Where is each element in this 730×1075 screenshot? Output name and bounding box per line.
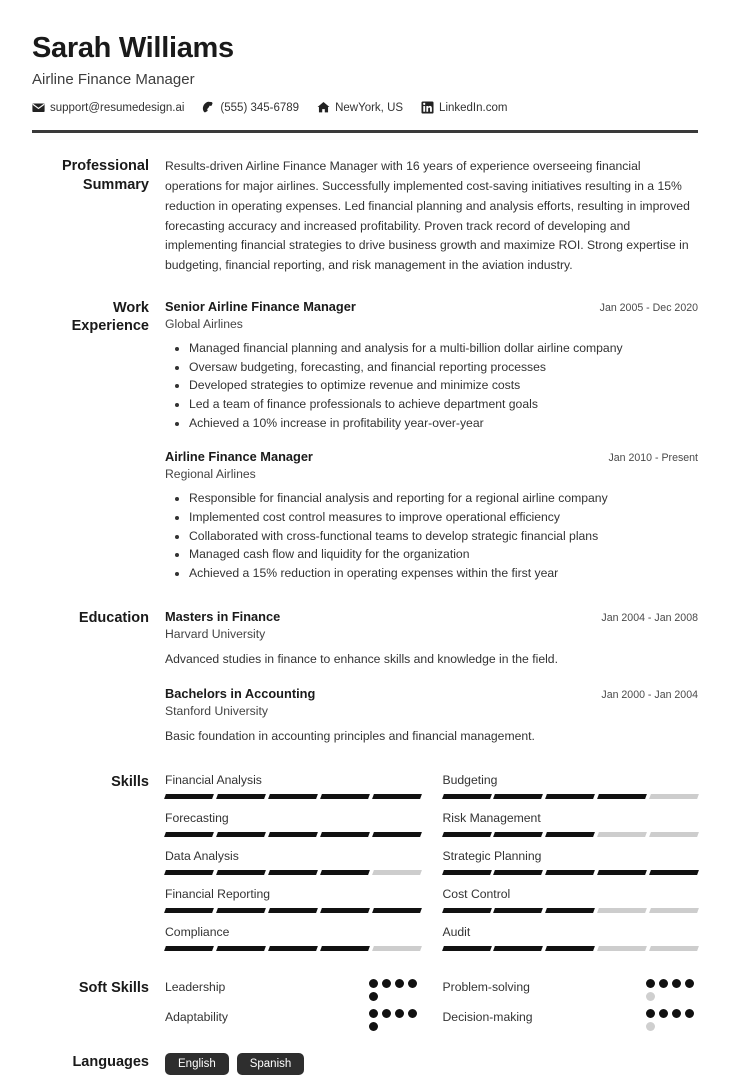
skill-rating-segment [442, 794, 492, 799]
entry-bullet: • Responsible for financial analysis and reporting for a regional airline company [189, 489, 698, 508]
entry-bullet: • Oversaw budgeting, forecasting, and financial reporting processes [189, 358, 698, 377]
skill-rating-segment [493, 794, 543, 799]
skill-name: Risk Management [442, 811, 541, 826]
soft-skill-rating-dot [646, 992, 655, 1001]
entry-header [165, 686, 698, 701]
skill-item [443, 773, 699, 811]
soft-skill-item [443, 979, 699, 1009]
soft-skill-name: Adaptability [165, 1010, 229, 1025]
entry-bullet: • Implemented cost control measures to improve operational efficiency [189, 508, 698, 527]
entry-bullets [165, 339, 698, 432]
contact-location[interactable] [317, 101, 403, 114]
soft-skill-rating-dot [382, 1009, 391, 1018]
entry [165, 449, 698, 582]
entry-title: Senior Airline Finance Manager [165, 298, 356, 314]
skill-rating-segment [216, 832, 266, 837]
summary-text: Results-driven Airline Finance Manager with 16 years of experience overseeing financial operations for major airlines. Successfully implemented cost-saving initiatives resulting in a 15% reduction in operating expenses. Led financial planning and analysis efforts, resulting in improved forecasting accuracy and increased profitability. Proven track record of developing and implementing financial strategies to drive business growth and maximize ROI. Strong expertise in budgeting, financial reporting, and risk management in the aviation industry. [165, 159, 690, 273]
contact-email[interactable] [32, 101, 184, 114]
soft-skill-name: Problem-solving [442, 980, 530, 995]
entry-bullet: • Achieved a 10% increase in profitability year-over-year [189, 414, 698, 433]
skill-item [443, 925, 699, 963]
skill-rating-segment [493, 946, 543, 951]
skill-rating-segment [442, 832, 492, 837]
skill-item [443, 887, 699, 925]
header-divider [32, 130, 698, 133]
skill-rating-bar [443, 794, 699, 799]
soft-skill-rating-dot [408, 979, 417, 988]
soft-skill-item [165, 1009, 421, 1039]
skill-name: Audit [442, 925, 471, 940]
skill-rating-bar [165, 832, 421, 837]
soft-skills-section [32, 979, 698, 1039]
skill-item [165, 887, 421, 925]
languages-body [165, 1053, 698, 1075]
skill-rating-segment [164, 832, 214, 837]
soft-skill-rating-dot [369, 1009, 378, 1018]
work-experience-section [32, 299, 698, 583]
skill-rating-bar [443, 946, 699, 951]
skill-rating-segment [545, 794, 595, 799]
work-section-label: Work Experience [71, 299, 149, 335]
skill-rating-segment [493, 908, 543, 913]
soft-skills-section-label: Soft Skills [78, 980, 149, 997]
skill-rating-segment [545, 946, 595, 951]
skill-rating-bar [165, 870, 421, 875]
entry-bullet: • Managed cash flow and liquidity for the organization [189, 545, 698, 564]
skill-rating-bar [443, 870, 699, 875]
skill-rating-bar [165, 794, 421, 799]
soft-skill-rating-dot [659, 1009, 668, 1018]
skill-rating-segment [268, 832, 318, 837]
entry-bullet: • Managed financial planning and analysis for a multi-billion dollar airline company [189, 339, 698, 358]
skill-name: Cost Control [442, 887, 511, 902]
education-section-label: Education [78, 609, 149, 626]
education-entries [165, 609, 698, 746]
summary-section [32, 157, 698, 276]
work-entries [165, 299, 698, 583]
skill-rating-segment [372, 794, 422, 799]
skills-section-label: Skills [111, 774, 149, 791]
entry-date: Jan 2004 - Jan 2008 [601, 611, 698, 624]
summary-section-label: Professional Summary [61, 158, 149, 193]
skill-rating-segment [649, 908, 699, 913]
contact-email-text: support@resumedesign.ai [50, 101, 185, 114]
home-icon [317, 101, 330, 114]
skill-name: Budgeting [442, 773, 498, 788]
soft-skill-rating-dot [395, 1009, 404, 1018]
languages-section [32, 1053, 698, 1075]
skill-rating-bar [165, 946, 421, 951]
linkedin-icon [421, 101, 434, 114]
entry-organization: Global Airlines [165, 316, 243, 331]
skill-item [165, 773, 421, 811]
skills-section [32, 773, 698, 963]
contact-location-text: NewYork, US [335, 101, 404, 114]
soft-skills-body [165, 979, 698, 1039]
skill-rating-segment [268, 946, 318, 951]
contact-phone-text: (555) 345-6789 [220, 101, 300, 114]
entry-bullet: • Collaborated with cross-functional teams to develop strategic financial plans [189, 527, 698, 546]
skill-rating-segment [442, 946, 492, 951]
contact-linkedin[interactable] [421, 101, 507, 114]
skill-rating-segment [545, 870, 595, 875]
soft-skill-rating-dots [369, 979, 421, 1001]
entry-date: Jan 2010 - Present [608, 452, 698, 465]
skill-rating-segment [649, 946, 699, 951]
soft-skill-item [443, 1009, 699, 1039]
skill-name: Data Analysis [165, 849, 239, 864]
contact-phone[interactable] [202, 101, 299, 114]
skill-rating-segment [597, 832, 647, 837]
skill-name: Strategic Planning [442, 849, 542, 864]
skill-rating-segment [372, 870, 422, 875]
skill-rating-segment [320, 794, 370, 799]
skill-rating-segment [372, 946, 422, 951]
resume-header [32, 0, 698, 133]
entry-bullet: • Developed strategies to optimize revenue and minimize costs [189, 376, 698, 395]
entry-header [165, 449, 698, 464]
skill-rating-segment [320, 946, 370, 951]
skill-name: Compliance [165, 925, 230, 940]
skill-item [443, 849, 699, 887]
skill-rating-segment [649, 794, 699, 799]
skill-rating-segment [493, 870, 543, 875]
skill-item [443, 811, 699, 849]
skill-rating-segment [442, 870, 492, 875]
skill-rating-segment [597, 870, 647, 875]
skill-rating-segment [164, 908, 214, 913]
entry-title: Masters in Finance [165, 608, 281, 624]
skill-rating-segment [268, 870, 318, 875]
entry [165, 299, 698, 432]
language-tags [165, 1053, 698, 1075]
soft-skill-name: Decision-making [442, 1010, 533, 1025]
skills-body [165, 773, 698, 963]
skill-item [165, 811, 421, 849]
entry-bullet: • Achieved a 15% reduction in operating expenses within the first year [189, 564, 698, 583]
language-tag: Spanish [237, 1053, 305, 1075]
soft-skill-rating-dot [672, 1009, 681, 1018]
candidate-job-title: Airline Finance Manager [32, 71, 195, 89]
soft-skill-rating-dot [369, 1022, 378, 1031]
entry [165, 686, 698, 745]
entry-organization: Stanford University [165, 703, 268, 718]
entry-title: Bachelors in Accounting [165, 685, 316, 701]
soft-skill-name: Leadership [165, 980, 226, 995]
soft-skill-rating-dot [369, 979, 378, 988]
skill-rating-segment [320, 832, 370, 837]
soft-skill-rating-dot [646, 979, 655, 988]
soft-skill-rating-dots [369, 1009, 421, 1031]
soft-skill-rating-dot [408, 1009, 417, 1018]
skill-rating-segment [164, 946, 214, 951]
skill-rating-bar [165, 908, 421, 913]
skill-rating-segment [597, 946, 647, 951]
skill-rating-bar [443, 832, 699, 837]
soft-skill-rating-dot [646, 1009, 655, 1018]
skill-rating-segment [493, 832, 543, 837]
soft-skill-rating-dots [646, 1009, 698, 1031]
skill-rating-segment [649, 870, 699, 875]
skill-item [165, 849, 421, 887]
skill-rating-segment [372, 832, 422, 837]
skill-rating-segment [442, 908, 492, 913]
contact-linkedin-text: LinkedIn.com [439, 101, 508, 114]
entry-title: Airline Finance Manager [165, 449, 313, 465]
languages-section-label: Languages [72, 1054, 149, 1071]
soft-skill-rating-dot [685, 1009, 694, 1018]
summary-body [165, 157, 698, 276]
education-section [32, 609, 698, 746]
skill-rating-segment [216, 946, 266, 951]
soft-skill-rating-dot [395, 979, 404, 988]
soft-skill-rating-dot [382, 979, 391, 988]
skill-rating-segment [597, 908, 647, 913]
skill-rating-segment [320, 908, 370, 913]
skill-rating-segment [268, 794, 318, 799]
skill-rating-segment [649, 832, 699, 837]
skill-rating-segment [545, 908, 595, 913]
contact-list [32, 101, 698, 114]
entry-header [165, 609, 698, 624]
entry-organization: Regional Airlines [165, 467, 256, 482]
skill-rating-segment [545, 832, 595, 837]
entry-description: Advanced studies in finance to enhance skills and knowledge in the field. [165, 651, 558, 666]
envelope-icon [32, 101, 45, 114]
entry-date: Jan 2000 - Jan 2004 [601, 688, 698, 701]
skill-rating-segment [320, 870, 370, 875]
skill-name: Financial Analysis [165, 773, 262, 788]
skill-rating-segment [216, 908, 266, 913]
skill-rating-segment [216, 794, 266, 799]
entry [165, 609, 698, 668]
soft-skills-grid [165, 979, 698, 1039]
skill-name: Forecasting [165, 811, 229, 826]
soft-skill-rating-dot [685, 979, 694, 988]
soft-skill-rating-dot [672, 979, 681, 988]
entry-description: Basic foundation in accounting principles and financial management. [165, 728, 535, 743]
skill-rating-bar [443, 908, 699, 913]
skill-rating-segment [164, 794, 214, 799]
soft-skill-item [165, 979, 421, 1009]
skill-item [165, 925, 421, 963]
skills-grid [165, 773, 698, 963]
entry-bullet: • Led a team of finance professionals to achieve department goals [189, 395, 698, 414]
skill-name: Financial Reporting [165, 887, 271, 902]
phone-icon [202, 101, 215, 114]
skill-rating-segment [597, 794, 647, 799]
candidate-name: Sarah Williams [32, 32, 234, 64]
skill-rating-segment [216, 870, 266, 875]
entry-bullets [165, 489, 698, 582]
skill-rating-segment [164, 870, 214, 875]
soft-skill-rating-dot [646, 1022, 655, 1031]
entry-organization: Harvard University [165, 626, 266, 641]
soft-skill-rating-dot [659, 979, 668, 988]
soft-skill-rating-dots [646, 979, 698, 1001]
skill-rating-segment [268, 908, 318, 913]
language-tag: English [165, 1053, 229, 1075]
entry-date: Jan 2005 - Dec 2020 [599, 301, 698, 314]
soft-skill-rating-dot [369, 992, 378, 1001]
entry-header [165, 299, 698, 314]
skill-rating-segment [372, 908, 422, 913]
